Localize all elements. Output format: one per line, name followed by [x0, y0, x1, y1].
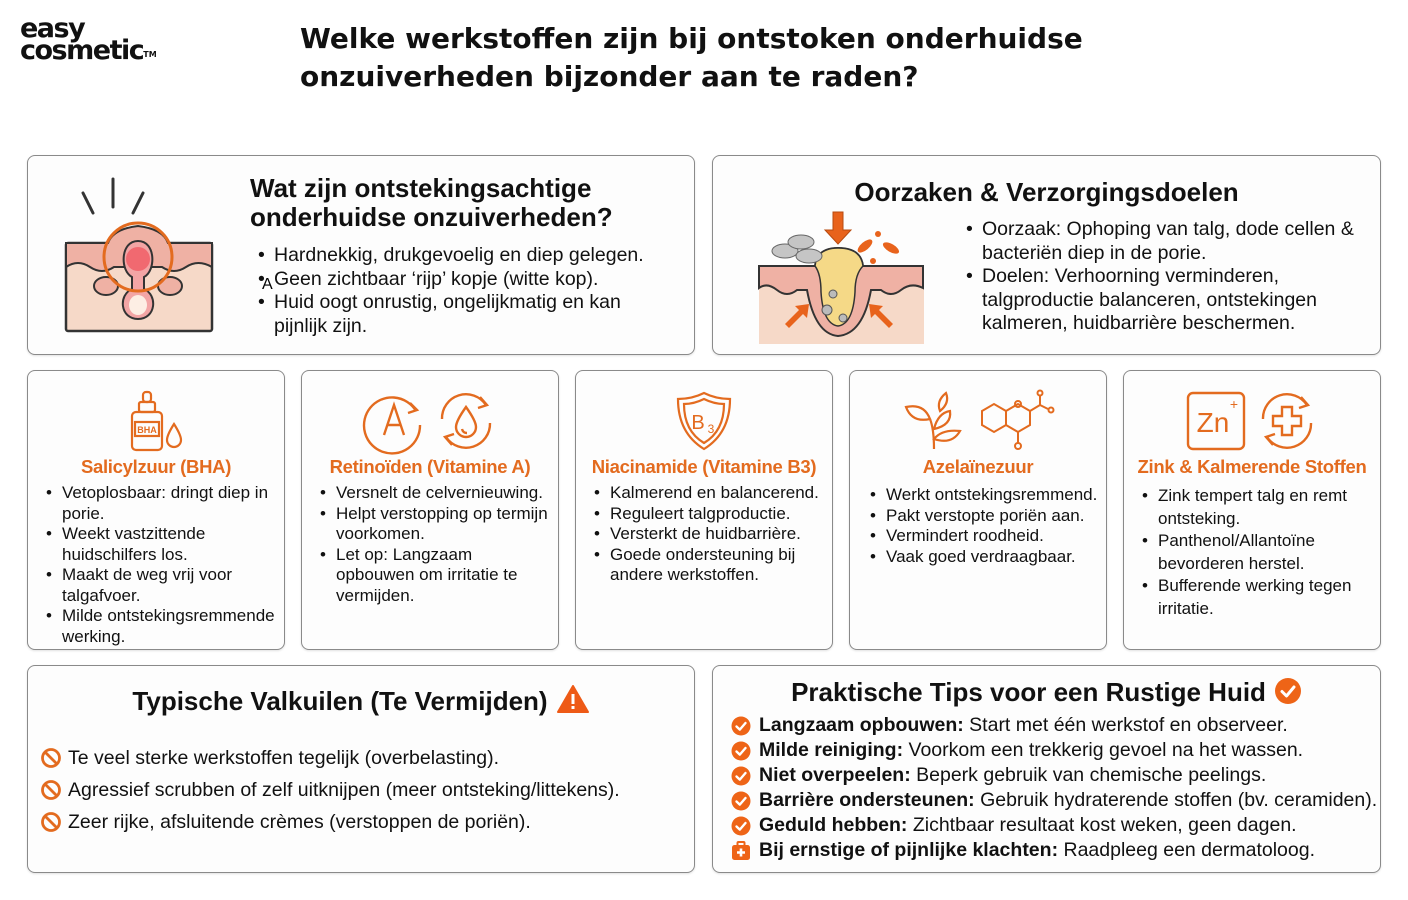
brand-line-1: easy — [20, 13, 85, 44]
ingredient-bullet: • Let op: Langzaam opbouwen om irritatie te vermijden. — [320, 545, 552, 607]
svg-text:+: + — [1229, 396, 1239, 412]
svg-text:B: B — [691, 412, 705, 434]
ingredient-bullets — [46, 483, 278, 647]
check-circle-icon — [731, 816, 751, 836]
ingredient-bullet: • Vetoplosbaar: dringt diep in porie. — [46, 483, 278, 524]
ingredient-bullet: • Versterkt de huidbarrière. — [594, 524, 826, 545]
ingredient-bullet: • Werkt ontstekingsremmend. — [870, 485, 1100, 506]
prohibited-icon — [40, 747, 62, 769]
dropper-bottle-icon — [126, 388, 186, 454]
ingredient-name: Azelaïnezuur — [922, 456, 1034, 477]
tip-text: Zichtbaar resultaat kost weken, geen dagen. — [912, 814, 1297, 836]
causes-bullets — [966, 218, 1366, 336]
tip-label: Niet overpeelen: — [759, 764, 911, 786]
svg-text:A: A — [262, 276, 273, 293]
clogged-pore-illustration — [753, 206, 928, 346]
causes-bullet: • Doelen: Verhoorning verminderen, talgproductie balanceren, ontstekingen kalmeren, huidbarrière beschermen. — [966, 265, 1366, 336]
zinc-element-icon — [1185, 390, 1247, 452]
ingredient-card-azelaic-acid — [849, 370, 1107, 650]
tips-list — [731, 713, 1377, 863]
check-circle-icon — [731, 741, 751, 761]
tip-item — [731, 713, 1377, 738]
ingredient-name: Zink & Kalmerende Stoffen — [1137, 456, 1367, 477]
tip-item — [731, 788, 1377, 813]
warning-triangle-icon — [556, 684, 590, 714]
ingredient-bullet: • Versnelt de celvernieuwing. — [320, 483, 552, 504]
causes-bullet: • Oorzaak: Ophoping van talg, dode cellen & bacteriën diep in de porie. — [966, 218, 1366, 265]
svg-text:Zn: Zn — [1196, 407, 1230, 438]
ingredient-bullet: • Bufferende werking tegen irritatie. — [1142, 575, 1374, 620]
vitamin-a-cycle-icon — [262, 276, 426, 453]
tip-text: Beperk gebruik van chemische peelings. — [916, 764, 1267, 786]
what-bullets — [258, 244, 678, 338]
ingredient-card-zinc — [1123, 370, 1381, 650]
pitfalls-title: Typische Valkuilen (Te Vermijden) — [132, 686, 548, 716]
ingredient-bullet: • Zink tempert talg en remt ontsteking. — [1142, 485, 1374, 530]
ingredient-name: Salicylzuur (BHA) — [80, 456, 232, 477]
check-circle-icon — [731, 766, 751, 786]
pitfall-item — [40, 774, 620, 806]
tip-item — [731, 738, 1377, 763]
what-bullet: • Huid oogt onrustig, ongelijkmatig en kan pijnlijk zijn. — [258, 291, 678, 338]
ingredient-bullet: • Reguleert talgproductie. — [594, 504, 826, 525]
page-title: Welke werkstoffen zijn bij ontstoken onderhuidse onzuiverheden bijzonder aan te raden? — [300, 22, 1083, 93]
tips-heading — [713, 676, 1380, 708]
tip-text: Gebruik hydraterende stoffen (bv. ceramiden). — [980, 789, 1378, 811]
shield-b3-icon — [674, 389, 734, 453]
ingredient-bullet: • Maakt de weg vrij voor talgafvoer. — [46, 565, 278, 606]
ingredient-bullets — [870, 485, 1100, 567]
ingredient-bullets — [594, 483, 826, 586]
ingredient-bullet: • Vaak goed verdraagbaar. — [870, 547, 1100, 568]
ingredient-bullet: • Pakt verstopte poriën aan. — [870, 506, 1100, 527]
pitfall-text: Agressief scrubben of zelf uitknijpen (meer ontsteking/littekens). — [68, 779, 620, 801]
ingredient-name: Niacinamide (Vitamine B3) — [591, 456, 817, 477]
what-bullet: • Geen zichtbaar ‘rijp’ kopje (witte kop). — [258, 268, 678, 292]
tip-label: Bij ernstige of pijnlijke klachten: — [759, 839, 1059, 861]
ingredient-bullet: • Panthenol/Allantoïne bevorderen herstel. — [1142, 530, 1374, 575]
what-title: Wat zijn ontstekingsachtige onderhuidse onzuiverheden? — [250, 173, 613, 232]
trademark: TM — [143, 50, 157, 59]
ingredient-bullet: • Helpt verstopping op termijn voorkomen. — [320, 504, 552, 545]
tip-label: Milde reiniging: — [759, 739, 904, 761]
ingredient-bullets — [320, 483, 552, 606]
pitfall-text: Zeer rijke, afsluitende crèmes (verstoppen de poriën). — [68, 811, 531, 833]
ingredient-bullet: • Milde ontstekingsremmende werking. — [46, 606, 278, 647]
pitfalls-heading — [28, 684, 694, 717]
pitfall-item — [40, 806, 620, 838]
brand-line-2: cosmetic — [20, 35, 144, 66]
causes-card — [712, 155, 1381, 355]
ingredient-bullet: • Goede ondersteuning bij andere werkstoffen. — [594, 545, 826, 586]
ingredient-name: Retinoïden (Vitamine A) — [329, 456, 531, 477]
tip-item — [731, 838, 1377, 863]
causes-title: Oorzaken & Verzorgingsdoelen — [854, 177, 1239, 207]
what-card — [27, 155, 695, 355]
inflamed-pimple-illustration — [58, 171, 218, 336]
ingredient-card-salicylic-acid — [27, 370, 285, 650]
what-bullet: • Hardnekkig, drukgevoelig en diep gelegen. — [258, 244, 678, 268]
brand-logo — [20, 13, 157, 66]
tip-label: Langzaam opbouwen: — [759, 714, 964, 736]
medical-cross-cycle-icon — [1255, 389, 1319, 453]
plant-leaves-icon — [902, 389, 966, 453]
check-circle-icon — [731, 791, 751, 811]
pitfalls-card — [27, 665, 695, 873]
check-circle-icon — [1274, 677, 1302, 705]
ingredient-card-niacinamide — [575, 370, 833, 650]
tip-label: Geduld hebben: — [759, 814, 908, 836]
pitfalls-list — [40, 742, 620, 838]
tip-text: Raadpleeg een dermatoloog. — [1063, 839, 1316, 861]
molecule-structure-icon — [974, 389, 1054, 453]
svg-text:BHA: BHA — [137, 425, 157, 435]
pitfall-item — [40, 742, 620, 774]
first-aid-kit-icon — [731, 841, 751, 861]
ingredient-bullet: • Weekt vastzittende huidschilfers los. — [46, 524, 278, 565]
check-circle-icon — [731, 716, 751, 736]
ingredient-bullet: • Vermindert roodheid. — [870, 526, 1100, 547]
ingredient-bullet: • Kalmerend en balancerend. — [594, 483, 826, 504]
svg-text:3: 3 — [707, 422, 715, 436]
tips-title: Praktische Tips voor een Rustige Huid — [791, 677, 1266, 707]
tip-item — [731, 813, 1377, 838]
prohibited-icon — [40, 779, 62, 801]
pitfall-text: Te veel sterke werkstoffen tegelijk (overbelasting). — [68, 747, 500, 769]
ingredient-bullets — [1142, 485, 1374, 620]
tip-text: Start met één werkstof en observeer. — [969, 714, 1288, 736]
tip-item — [731, 763, 1377, 788]
tip-label: Barrière ondersteunen: — [759, 789, 975, 811]
tips-card — [712, 665, 1381, 873]
tip-text: Voorkom een trekkerig gevoel na het wassen. — [908, 739, 1304, 761]
prohibited-icon — [40, 811, 62, 833]
droplet-renew-icon — [434, 389, 498, 453]
